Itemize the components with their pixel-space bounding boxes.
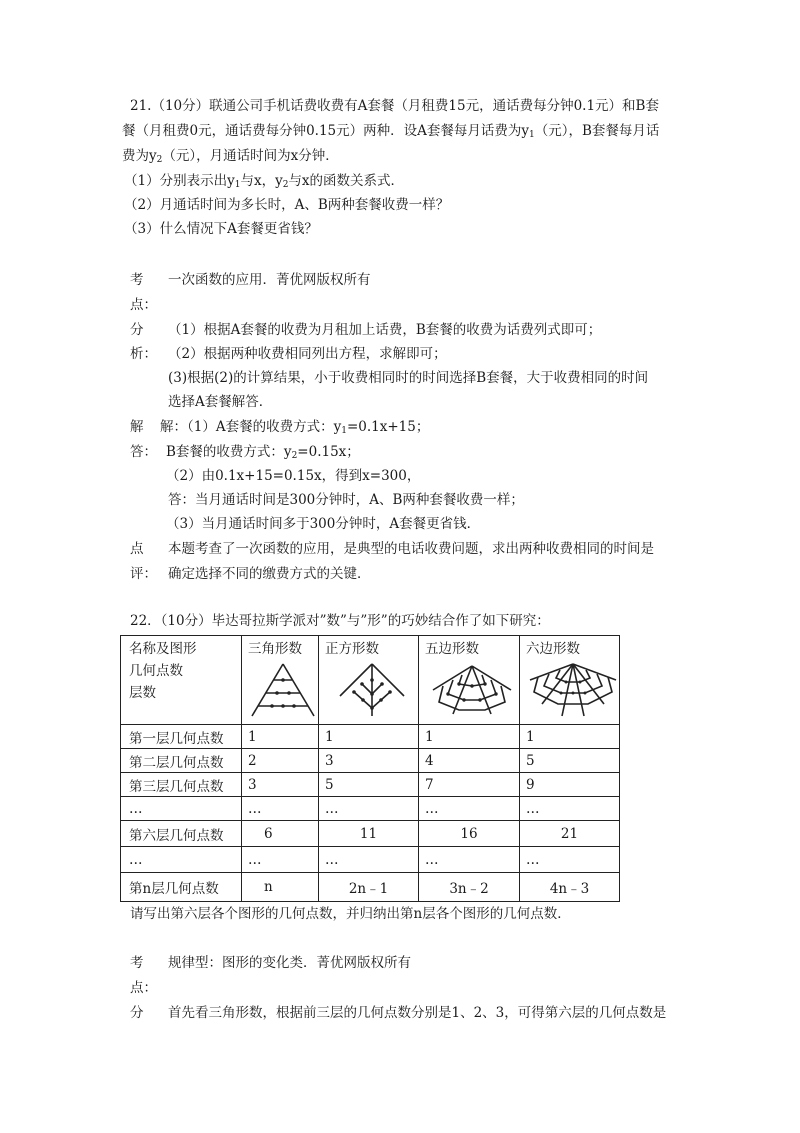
pentagon-number-figure [429,660,515,720]
q21-dianping-label-2: 评： [130,566,157,582]
table-row [121,847,620,873]
q21-kaodian-text: 一次函数的应用．菁优网版权所有 [168,272,371,288]
col-title-triangle: 三角形数 [248,641,302,657]
col-header-pentagon [419,636,520,725]
row-label: 第二层几何点数 [121,749,242,773]
q21-dianping-label-1: 点 [130,541,144,557]
table-cell: 9 [520,773,620,797]
q22-kaodian-label-2: 点： [130,980,157,996]
table-row [121,797,620,821]
q21-jieda-1: 解：（1）A套餐的收费方式：$y_1=0.1x+15$； [160,419,430,436]
table-cell: 5 [319,773,419,797]
col-title-hexagon: 六边形数 [526,641,580,657]
table-cell: 2n﹣1 [319,873,419,902]
q21-jieda-label-2: 答： [130,444,157,460]
table-row [121,725,620,749]
table-cell: 1 [520,725,620,749]
q21-kaodian-label-2: 点： [130,297,157,313]
row-label: 第六层几何点数 [121,821,242,847]
table-row [121,873,620,902]
q22-kaodian-text: 规律型：图形的变化类．菁优网版权所有 [168,955,411,971]
table-cell: … [319,847,419,873]
table-cell: … [242,847,319,873]
table-cell: 6 [242,821,319,847]
table-cell: 3 [242,773,319,797]
row-label: 第一层几何点数 [121,725,242,749]
q21-jieda-5: （3）当月通话时间多于300分钟时，A套餐更省钱． [166,516,481,532]
q21-jieda-2: B套餐的收费方式：$y_2=0.15x$； [166,444,360,461]
table-header-row [121,636,620,725]
table-cell: … [319,797,419,821]
table-cell: 1 [242,725,319,749]
table-row [121,749,620,773]
col-header-triangle [242,636,319,725]
q21-dianping-2: 确定选择不同的缴费方式的关键． [168,566,371,582]
table-cell: n [242,873,319,902]
table-cell: 7 [419,773,520,797]
table-cell: 16 [419,821,520,847]
hexagon-number-figure [528,660,618,720]
q21-fenxi-3: (3)根据(2)的计算结果，小于收费相同时的时间选择B套餐，大于收费相同的时间 [168,370,649,386]
q22-kaodian-label-1: 考 [130,955,144,971]
row-label: 第n层几何点数 [121,873,242,902]
table-cell: 2 [242,749,319,773]
triangle-number-figure [248,660,318,720]
q21-stem-line-1: 21.（10分）联通公司手机话费收费有A套餐（月租费15元，通话费每分钟0.1元）和B套 [130,98,659,114]
q21-fenxi-4: 选择A套餐解答． [168,394,273,410]
table-cell: 21 [520,821,620,847]
table-cell: … [520,797,620,821]
table-cell: 3n﹣2 [419,873,520,902]
q21-stem-line-2: 餐（月租费0元，通话费每分钟0.15元）两种．设A套餐每月话费为$y_1$（元），B套餐每月话 [122,123,660,140]
table-cell: 5 [520,749,620,773]
q21-part-3: （3）什么情况下A套餐更省钱？ [124,221,318,237]
col-title-square: 正方形数 [325,641,379,657]
col-title-pentagon: 五边形数 [425,641,479,657]
q21-kaodian-label-1: 考 [130,272,144,288]
row-label: … [121,797,242,821]
figurate-number-table [120,635,620,902]
q21-jieda-3: （2）由0.1x+15=0.15x，得到x=300， [166,468,421,484]
q22-fenxi-label-1: 分 [130,1005,144,1021]
col-header-hexagon [520,636,620,725]
table-cell: 3 [319,749,419,773]
q22-fenxi-1: 首先看三角形数，根据前三层的几何点数分别是1、2、3，可得第六层的几何点数是 [168,1005,667,1021]
q21-fenxi-1: （1）根据A套餐的收费为月租加上话费，B套餐的收费为话费列式即可； [168,322,602,338]
header-line-1: 名称及图形 [129,641,197,657]
row-label: 第三层几何点数 [121,773,242,797]
q21-part-1: （1）分别表示出$y_1$与x，$y_2$与x的函数关系式． [124,173,405,190]
header-line-3: 层数 [129,685,156,701]
q21-fenxi-label-2: 析： [130,346,157,362]
q21-jieda-label-1: 解 [130,419,144,435]
q21-fenxi-label-1: 分 [130,322,144,338]
q21-part-2: （2）月通话时间为多长时，A、B两种套餐收费一样？ [124,197,450,213]
table-cell: … [419,797,520,821]
table-cell: 1 [319,725,419,749]
table-cell: 11 [319,821,419,847]
table-cell: … [520,847,620,873]
q21-jieda-4: 答：当月通话时间是300分钟时，A、B两种套餐收费一样； [168,492,524,508]
table-cell: … [242,797,319,821]
square-number-figure [332,660,412,720]
q21-fenxi-2: （2）根据两种收费相同列出方程，求解即可； [168,346,447,362]
table-row [121,821,620,847]
table-cell: 1 [419,725,520,749]
header-line-2: 几何点数 [129,663,183,679]
table-cell: … [419,847,520,873]
table-cell: 4n﹣3 [520,873,620,902]
q22-after-table: 请写出第六层各个图形的几何点数，并归纳出第n层各个图形的几何点数． [130,906,571,922]
table-corner-header [121,636,242,725]
col-header-square [319,636,419,725]
row-label: … [121,847,242,873]
table-row [121,773,620,797]
q21-stem-line-3: 费为$y_2$（元），月通话时间为x分钟． [122,148,339,165]
q22-stem: 22．（10分）毕达哥拉斯学派对”数”与”形”的巧妙结合作了如下研究： [130,613,550,629]
q21-dianping-1: 本题考查了一次函数的应用，是典型的电话收费问题，求出两种收费相同的时间是 [168,541,654,557]
table-cell: 4 [419,749,520,773]
